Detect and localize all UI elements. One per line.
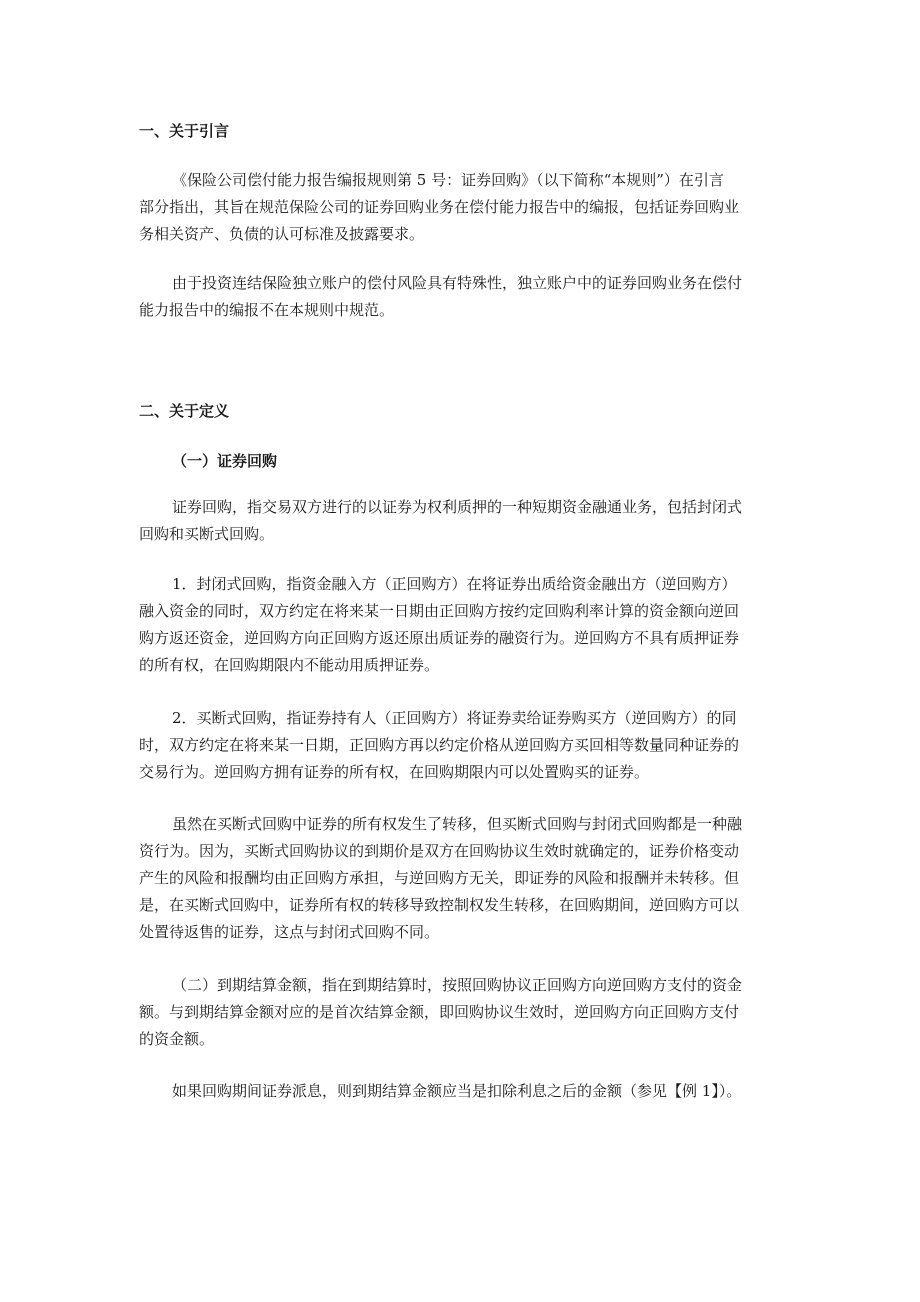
paragraph-outright-repo xyxy=(139,705,784,786)
subsection-heading-securities-repo: （一）证券回购 xyxy=(172,452,278,470)
text-line: 额。与到期结算金额对应的是首次结算金额，即回购协议生效时，逆回购方向正回购方支付 xyxy=(139,1003,740,1021)
paragraph-repo-comparison xyxy=(139,811,784,946)
text-line: 证券回购，指交易双方进行的以证券为权利质押的一种短期资金融通业务，包括封闭式 xyxy=(172,498,743,516)
text-line: 由于投资连结保险独立账户的偿付风险具有特殊性，独立账户中的证券回购业务在偿付 xyxy=(172,274,743,292)
text-line: 《保险公司偿付能力报告编报规则第 5 号：证券回购》（以下简称“本规则”）在引言 xyxy=(172,171,724,189)
text-line: 能力报告中的编报不在本规则中规范。 xyxy=(139,301,395,319)
paragraph-intro-purpose xyxy=(139,167,784,248)
text-line: 是，在买断式回购中，证券所有权的转移导致控制权发生转移，在回购期间，逆回购方可以 xyxy=(139,896,740,914)
text-line: 1．封闭式回购，指资金融入方（正回购方）在将证券出质给资金融出方（逆回购方） xyxy=(172,575,737,593)
text-line: 时，双方约定在将来某一日期，正回购方再以约定价格从逆回购方买回相等数量同种证券的 xyxy=(139,736,740,754)
text-line: 的资金额。 xyxy=(139,1030,215,1048)
section-heading-definitions: 二、关于定义 xyxy=(139,402,230,420)
paragraph-dividend-note xyxy=(139,1078,784,1105)
text-line: 的所有权，在回购期限内不能动用质押证券。 xyxy=(139,656,440,674)
text-line: 务相关资产、负债的认可标准及披露要求。 xyxy=(139,225,425,243)
text-line: 融入资金的同时，双方约定在将来某一日期由正回购方按约定回购利率计算的资金额向逆回 xyxy=(139,602,740,620)
paragraph-repo-definition xyxy=(139,494,784,548)
text-line: （二）到期结算金额，指在到期结算时，按照回购协议正回购方向逆回购方支付的资金 xyxy=(172,976,743,994)
text-line: 虽然在买断式回购中证券的所有权发生了转移，但买断式回购与封闭式回购都是一种融 xyxy=(172,815,743,833)
text-line: 处置待返售的证券，这点与封闭式回购不同。 xyxy=(139,923,440,941)
section-heading-introduction: 一、关于引言 xyxy=(139,122,230,140)
text-line: 资行为。因为，买断式回购协议的到期价是双方在回购协议生效时就确定的，证券价格变动 xyxy=(139,842,740,860)
text-line: 购方返还资金，逆回购方向正回购方返还原出质证券的融资行为。逆回购方不具有质押证券 xyxy=(139,629,740,647)
text-line: 产生的风险和报酬均由正回购方承担，与逆回购方无关，即证券的风险和报酬并未转移。但 xyxy=(139,869,740,887)
text-line: 部分指出，其旨在规范保险公司的证券回购业务在偿付能力报告中的编报，包括证券回购业 xyxy=(139,198,740,216)
paragraph-settlement-amount xyxy=(139,972,784,1053)
paragraph-intro-scope xyxy=(139,270,784,324)
text-line: 如果回购期间证券派息，则到期结算金额应当是扣除利息之后的金额（参见【例 1】）。 xyxy=(172,1082,742,1100)
text-line: 交易行为。逆回购方拥有证券的所有权，在回购期限内可以处置购买的证券。 xyxy=(139,763,650,781)
text-line: 2．买断式回购，指证券持有人（正回购方）将证券卖给证券购买方（逆回购方）的同 xyxy=(172,709,737,727)
text-line: 回购和买断式回购。 xyxy=(139,525,275,543)
paragraph-closed-repo xyxy=(139,571,784,679)
